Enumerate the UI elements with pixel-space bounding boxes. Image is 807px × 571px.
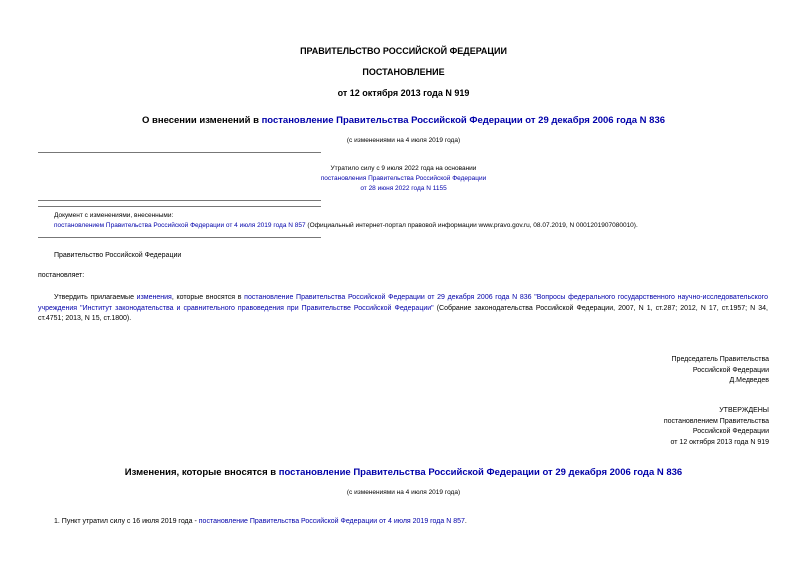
divider (38, 200, 321, 201)
p1-changes-link[interactable]: изменения (136, 294, 172, 301)
invalid-notice-link-1[interactable]: постановления Правительства Российской Федерации (320, 175, 487, 182)
approved-block (569, 406, 769, 448)
divider (38, 237, 321, 238)
p1-decree-link[interactable]: постановление Правительства Российской Федерации от 29 декабря 2006 года N 836 "Вопросы федерального государственного научно-исследовательского учреждения "Институт законодательства и сравнительного правоведения при Правительстве Российской Федерации" (38, 294, 768, 312)
approved-line-3: Российской Федерации (692, 428, 769, 435)
signature-line-3: Д.Медведев (729, 377, 769, 384)
item-1 (54, 518, 467, 527)
title-decree-link[interactable]: постановление Правительства Российской Федерации от 29 декабря 2006 года N 836 (261, 115, 666, 126)
approved-line-4: от 12 октября 2013 года N 919 (670, 438, 769, 446)
changes-doc-source: (Официальный интернет-портал правовой информации www.pravo.gov.ru, 08.07.2019, N 0001201907080010). (305, 222, 638, 229)
item-1-end: . (464, 518, 467, 525)
signature-line-2: Российской Федерации (692, 366, 769, 374)
document-date-number: от 12 октября 2013 года N 919 (337, 88, 470, 98)
signature-line-1: Председатель Правительства (671, 356, 769, 363)
changes-doc-line (54, 222, 638, 230)
paragraph-1 (38, 293, 768, 325)
changes-doc-label: Документ с изменениями, внесенными: (54, 212, 174, 219)
changes-doc-link[interactable]: постановлением Правительства Российской Федерации от 4 июля 2019 года N 857 (54, 222, 306, 229)
government-subject: Правительство Российской Федерации (54, 252, 182, 259)
signature-block (569, 355, 769, 387)
changes-title-decree-link[interactable]: постановление Правительства Российской Федерации от 29 декабря 2006 года N 836 (278, 467, 683, 478)
document-title (0, 115, 807, 127)
decrees-word: постановляет: (38, 272, 85, 279)
changes-title (0, 467, 807, 479)
divider (38, 206, 321, 207)
government-heading: ПРАВИТЕЛЬСТВО РОССИЙСКОЙ ФЕДЕРАЦИИ (300, 46, 507, 56)
invalid-notice-text: Утратило силу с 9 июля 2022 года на основании (330, 165, 477, 172)
divider (38, 152, 321, 153)
p1-start: Утвердить прилагаемые (54, 294, 137, 301)
invalid-notice-link-2[interactable]: от 28 июня 2022 года N 1155 (360, 185, 447, 192)
title-prefix: О внесении изменений в (141, 115, 262, 126)
changes-title-prefix: Изменения, которые вносятся в (124, 467, 279, 478)
changes-revision-note: (с изменениями на 4 июля 2019 года) (346, 489, 461, 496)
item-1-link[interactable]: постановление Правительства Российской Федерации от 4 июля 2019 года N 857 (198, 518, 465, 525)
item-1-text: 1. Пункт утратил силу с 16 июля 2019 года - (54, 518, 199, 525)
approved-line-1: УТВЕРЖДЕНЫ (719, 407, 769, 414)
p1-mid: , которые вносятся в (171, 294, 245, 301)
document-type: ПОСТАНОВЛЕНИЕ (362, 67, 445, 77)
approved-line-2: постановлением Правительства (663, 417, 769, 425)
title-revision-note: (с изменениями на 4 июля 2019 года) (346, 137, 461, 144)
p1-end: (Собрание законодательства Российской Федерации, 2007, N 1, ст.287; 2012, N 17, ст.1957; N 34, ст.4751; 2013, N 15, ст.1800). (38, 304, 768, 322)
